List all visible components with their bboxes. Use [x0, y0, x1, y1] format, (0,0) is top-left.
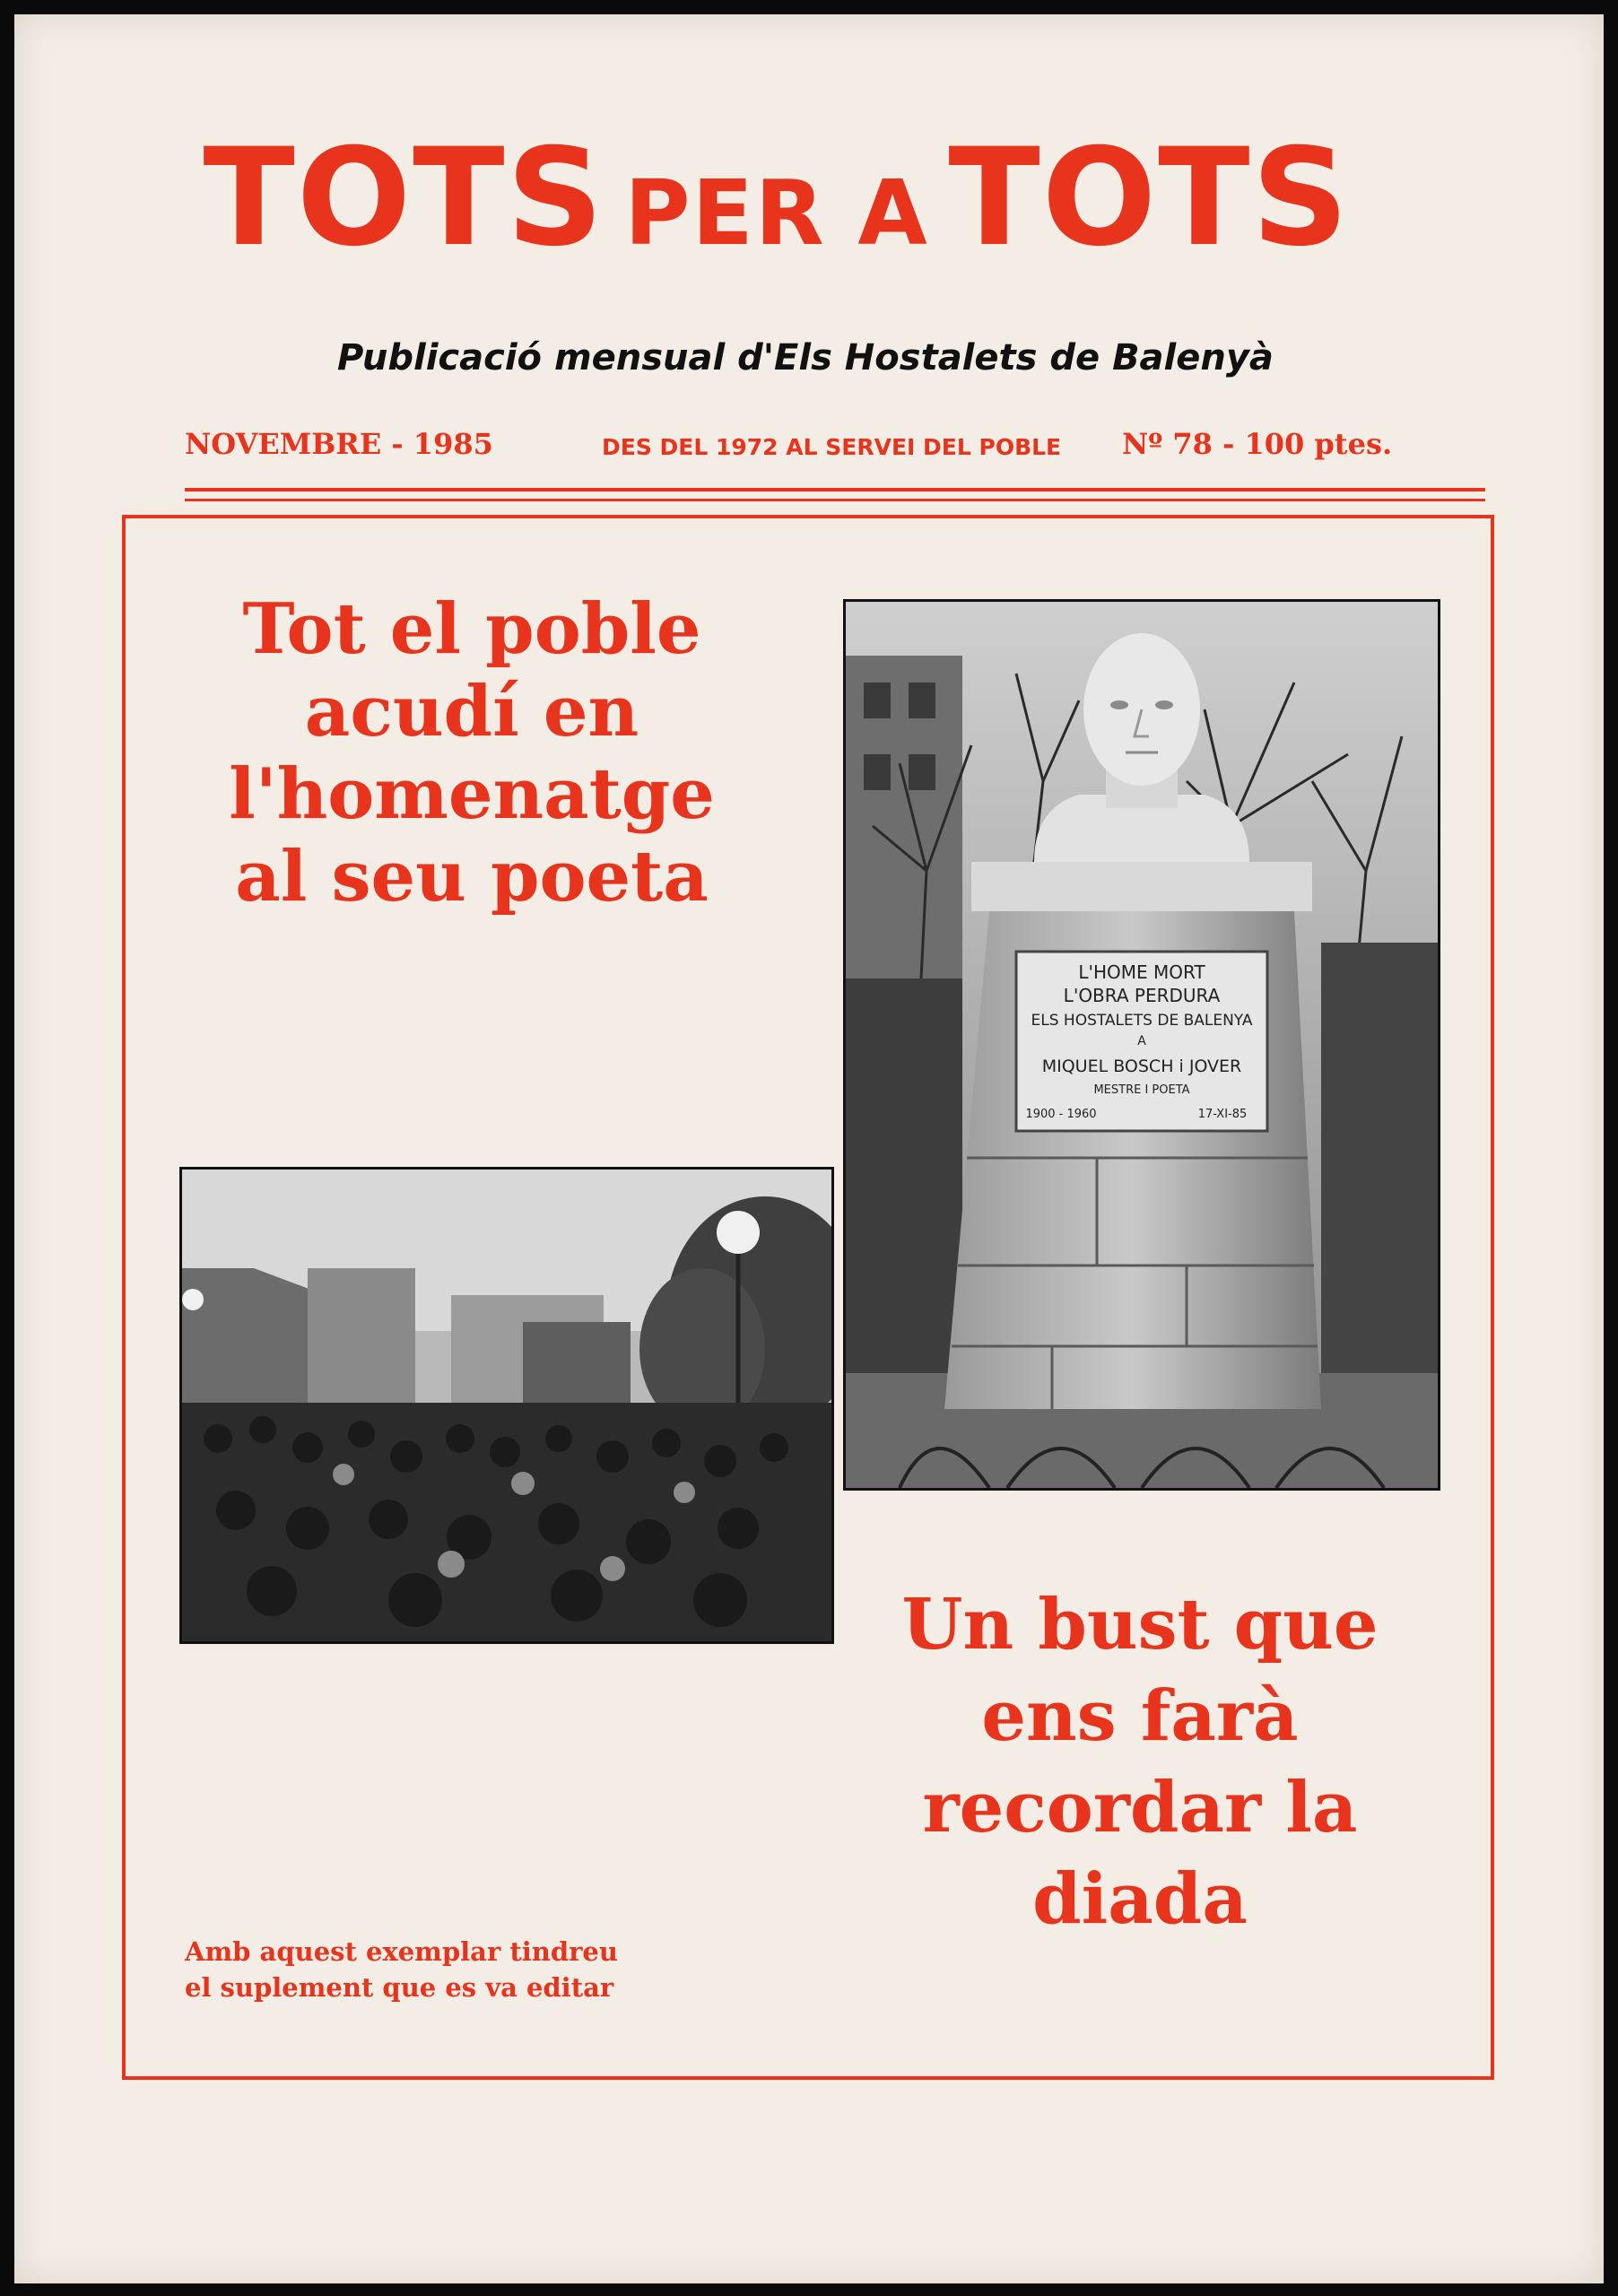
headline-main — [167, 588, 777, 918]
bust-photo — [843, 599, 1440, 1491]
headline-main-line: Tot el poble — [242, 588, 701, 670]
headline-secondary-line: recordar la — [922, 1767, 1358, 1848]
plaque-date: 17-XI-85 — [1197, 1108, 1248, 1121]
headline-main-line: al seu poeta — [235, 836, 709, 918]
crowd-photo — [179, 1167, 834, 1644]
masthead-word-per: PER — [624, 161, 826, 265]
headline-secondary-line: ens farà — [981, 1675, 1299, 1757]
headline-secondary-line: diada — [1032, 1858, 1248, 1940]
supplement-note-line: el suplement que es va editar — [185, 1972, 614, 2003]
issue-motto: DES DEL 1972 AL SERVEI DEL POBLE — [602, 434, 1062, 460]
headline-secondary-line: Un bust que — [901, 1584, 1379, 1665]
plaque-line: MIQUEL BOSCH i JOVER — [1041, 1057, 1242, 1076]
header-rule-thin — [185, 499, 1485, 501]
issue-number-price: Nº 78 - 100 ptes. — [1122, 427, 1393, 461]
crowd-photo-image — [182, 1170, 831, 1641]
plaque-date: 1900 - 1960 — [1025, 1108, 1097, 1121]
plaque-line: L'HOME MORT — [1078, 961, 1205, 983]
header-rule — [185, 488, 1485, 491]
masthead-word-tots-2: TOTS — [948, 120, 1351, 276]
masthead-word-a: A — [857, 161, 929, 265]
plaque-line: A — [1137, 1034, 1146, 1048]
plaque-line: MESTRE I POETA — [1093, 1083, 1190, 1097]
supplement-note — [185, 1934, 768, 2005]
issue-date: NOVEMBRE - 1985 — [185, 427, 493, 461]
plaque-line: ELS HOSTALETS DE BALENYA — [1031, 1012, 1253, 1030]
supplement-note-line: Amb aquest exemplar tindreu — [185, 1936, 618, 1967]
magazine-cover — [14, 14, 1604, 2283]
publication-subtitle: Publicació mensual d'Els Hostalets de Balenyà — [337, 337, 1274, 378]
masthead-word-tots: TOTS — [203, 120, 605, 276]
headline-main-line: l'homenatge — [229, 753, 715, 835]
bust-photo-image — [846, 602, 1438, 1488]
headline-main-line: acudí en — [304, 671, 639, 752]
headline-secondary — [826, 1579, 1454, 1945]
masthead-title — [176, 120, 1378, 276]
plaque-line: L'OBRA PERDURA — [1063, 985, 1221, 1006]
